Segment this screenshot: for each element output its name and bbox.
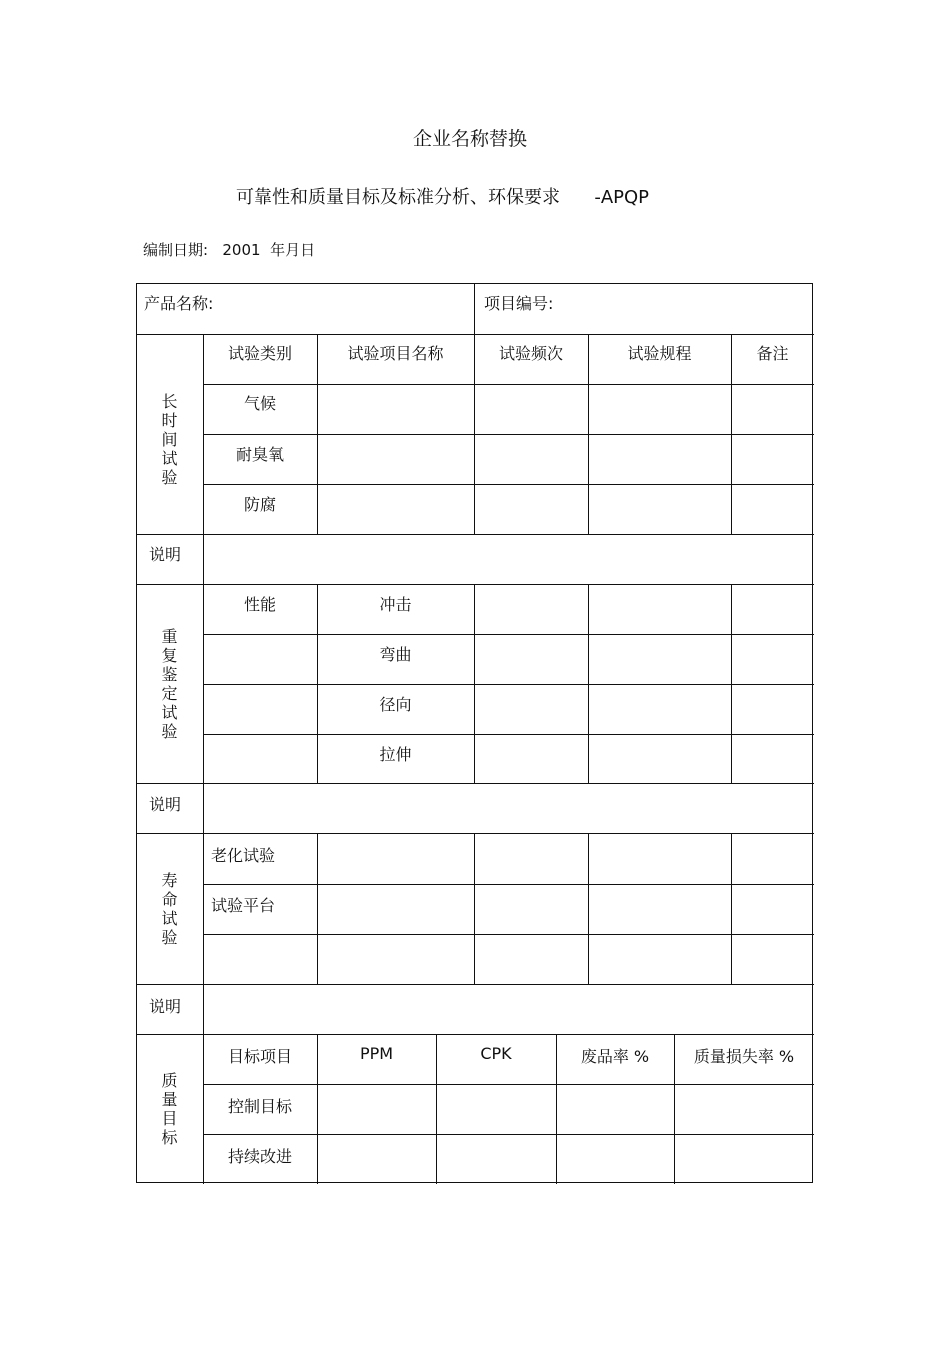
section-divider (137, 783, 814, 784)
column-divider (474, 334, 475, 534)
column-divider (588, 584, 589, 783)
life-test-row: 老化试验 (211, 846, 276, 865)
vertical-label-char: 命 (161, 890, 178, 909)
vertical-label-char: 试 (161, 909, 178, 928)
header-divider (137, 334, 814, 335)
row-divider (203, 484, 814, 485)
life-test-label (137, 871, 202, 947)
column-divider (474, 833, 475, 984)
row-divider (203, 734, 814, 735)
note-label: 说明 (149, 545, 182, 564)
quality-row-label: 控制目标 (227, 1097, 292, 1116)
quality-header-cell: 废品率 % (580, 1047, 650, 1066)
column-divider (731, 334, 732, 534)
repeat-test-label (137, 627, 202, 741)
row-divider (203, 634, 814, 635)
document-subtitle: 可靠性和质量目标及标准分析、环保要求 -APQP (236, 187, 650, 208)
row-divider (203, 1084, 814, 1085)
column-header-remark: 备注 (756, 344, 789, 363)
column-header-item-name: 试验项目名称 (347, 344, 444, 363)
column-divider (474, 584, 475, 783)
vertical-label-char: 重 (161, 627, 178, 646)
repeat-test-row: 冲击 (379, 595, 412, 614)
column-divider (317, 334, 318, 534)
vertical-label-char: 标 (161, 1128, 178, 1147)
header-column-divider (474, 284, 475, 334)
vertical-label-char: 试 (161, 448, 178, 468)
section-divider (137, 833, 814, 834)
vertical-label-char: 量 (161, 1090, 178, 1109)
note-label: 说明 (149, 795, 182, 814)
section-divider (137, 534, 814, 535)
row-divider (203, 684, 814, 685)
section-divider (137, 584, 814, 585)
long-term-test-row: 气候 (243, 394, 276, 413)
note-label: 说明 (149, 997, 182, 1016)
quality-header-cell: 质量损失率 % (693, 1047, 795, 1066)
vertical-label-char: 验 (161, 467, 178, 487)
vertical-label-char: 寿 (161, 871, 178, 890)
date-line: 编制日期: 2001 年月日 (143, 241, 316, 259)
repeat-test-row: 拉伸 (379, 745, 412, 764)
vertical-label-char: 验 (161, 928, 178, 947)
vertical-label-char: 试 (161, 703, 178, 722)
quality-header-cell: PPM (359, 1044, 394, 1063)
section-divider (137, 1034, 814, 1035)
quality-header-cell: 目标项目 (227, 1047, 292, 1066)
vertical-label-char: 时 (161, 410, 178, 430)
quality-target-label (137, 1071, 202, 1147)
column-divider (317, 833, 318, 984)
repeat-test-row: 弯曲 (379, 645, 412, 664)
quality-header-cell: CPK (480, 1044, 512, 1063)
company-title: 企业名称替换 (412, 128, 527, 150)
column-divider (731, 584, 732, 783)
product-name-label: 产品名称: (144, 294, 214, 313)
analysis-form-table (136, 283, 813, 1183)
column-header-category: 试验类别 (227, 344, 292, 363)
quality-row-label: 持续改进 (227, 1147, 292, 1166)
column-divider (588, 833, 589, 984)
row-divider (203, 434, 814, 435)
row-divider (203, 1134, 814, 1135)
long-term-test-row: 耐臭氧 (235, 445, 284, 464)
column-header-frequency: 试验频次 (498, 344, 563, 363)
vertical-label-char: 验 (161, 722, 178, 741)
long-term-test-label (137, 392, 202, 487)
column-divider (588, 334, 589, 534)
row-divider (203, 884, 814, 885)
repeat-test-row: 径向 (379, 695, 412, 714)
vertical-label-char: 长 (161, 391, 178, 411)
vertical-label-char: 鉴 (161, 665, 178, 684)
vertical-label-char: 间 (161, 429, 178, 449)
project-number-label: 项目编号: (484, 294, 554, 313)
row-divider (203, 934, 814, 935)
long-term-test-row: 防腐 (243, 495, 276, 514)
vertical-label-char: 定 (161, 684, 178, 703)
section-divider (137, 984, 814, 985)
life-test-row: 试验平台 (211, 896, 276, 915)
row-divider (203, 384, 814, 385)
vertical-label-char: 复 (161, 646, 178, 665)
column-divider (731, 833, 732, 984)
vertical-label-char: 目 (161, 1109, 178, 1128)
vertical-label-char: 质 (161, 1071, 178, 1090)
performance-category: 性能 (243, 595, 276, 614)
column-header-procedure: 试验规程 (627, 344, 692, 363)
